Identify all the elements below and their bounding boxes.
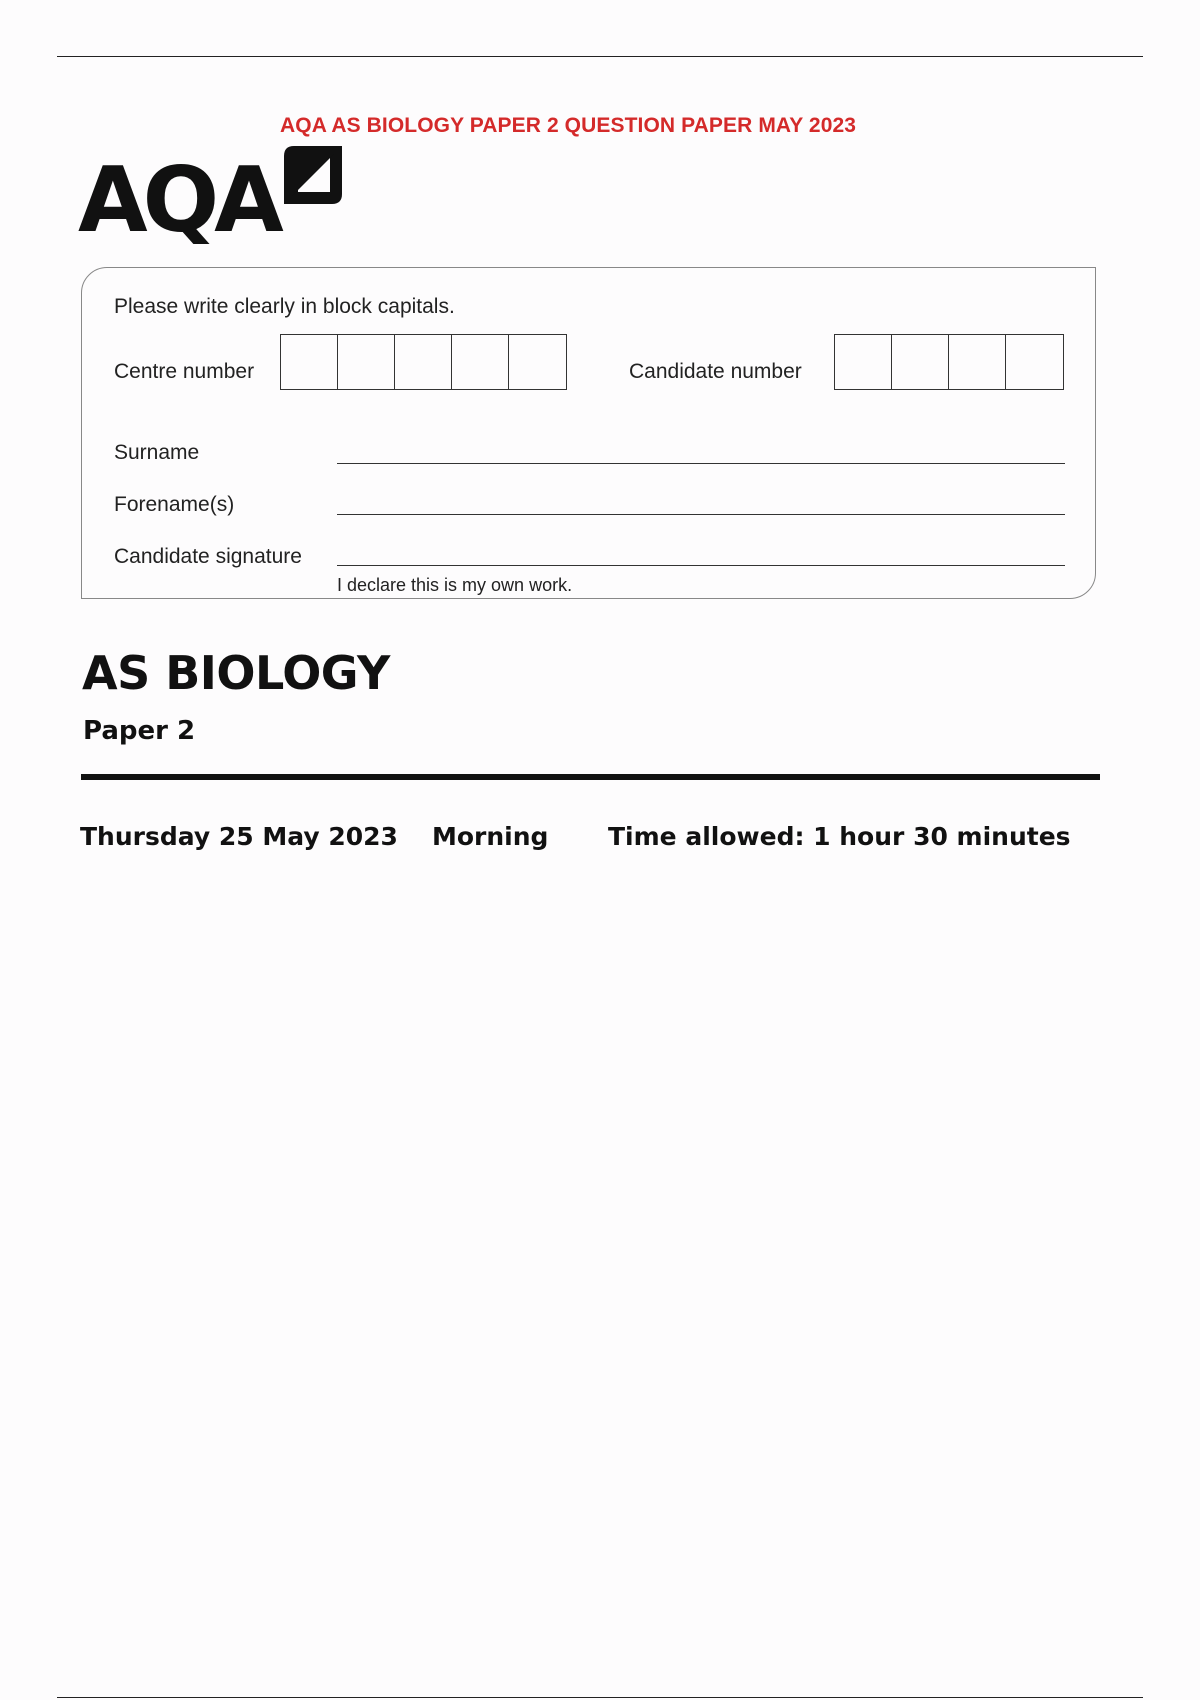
surname-field[interactable]: [337, 463, 1065, 464]
subject-title: AS BIOLOGY: [82, 646, 390, 700]
signature-label: Candidate signature: [114, 545, 302, 568]
candidate-number-digit[interactable]: [1006, 335, 1063, 389]
centre-number-digit[interactable]: [281, 335, 338, 389]
candidate-number-boxes[interactable]: [834, 334, 1064, 390]
aqa-logo: [78, 146, 348, 253]
candidate-number-digit[interactable]: [949, 335, 1006, 389]
centre-number-boxes[interactable]: [280, 334, 567, 390]
signature-field[interactable]: [337, 565, 1065, 566]
centre-number-digit[interactable]: [395, 335, 452, 389]
aqa-logo-text: AQA: [78, 148, 279, 253]
centre-number-digit[interactable]: [338, 335, 395, 389]
candidate-number-digit[interactable]: [835, 335, 892, 389]
candidate-details-box: [81, 267, 1096, 599]
time-allowed: Time allowed: 1 hour 30 minutes: [608, 822, 1071, 851]
section-divider: [81, 774, 1100, 780]
centre-number-label: Centre number: [114, 360, 255, 383]
forenames-field[interactable]: [337, 514, 1065, 515]
exam-date: Thursday 25 May 2023: [80, 822, 398, 851]
bottom-rule: [57, 1697, 1143, 1698]
document-title: AQA AS BIOLOGY PAPER 2 QUESTION PAPER MAY 2023: [280, 114, 857, 137]
candidate-number-digit[interactable]: [892, 335, 949, 389]
surname-label: Surname: [114, 441, 200, 464]
aqa-logo-mark-icon: [284, 146, 342, 204]
paper-number: Paper 2: [83, 716, 196, 746]
forenames-label: Forename(s): [114, 493, 235, 516]
centre-number-digit[interactable]: [509, 335, 566, 389]
declaration-text: I declare this is my own work.: [337, 575, 573, 595]
exam-session: Morning: [432, 822, 549, 851]
centre-number-digit[interactable]: [452, 335, 509, 389]
block-capitals-instruction: Please write clearly in block capitals.: [114, 295, 455, 318]
top-rule: [57, 56, 1143, 57]
candidate-number-label: Candidate number: [629, 360, 802, 383]
